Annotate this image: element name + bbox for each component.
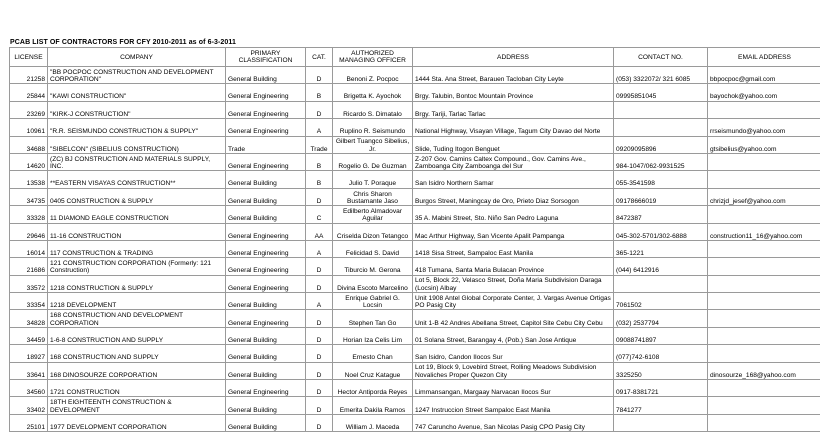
- cell-company: 1218 CONSTRUCTION & SUPPLY: [48, 275, 226, 292]
- cell-contact: 09088741897: [614, 327, 708, 344]
- cell-officer: Chris Sharon Bustamante Jaso: [333, 188, 413, 205]
- cell-license: 33572: [10, 275, 48, 292]
- cell-officer: William J. Maceda: [333, 414, 413, 431]
- cell-license: 14620: [10, 153, 48, 170]
- cell-contact: (044) 6412916: [614, 258, 708, 275]
- cell-address: 35 A. Mabini Street, Sto. Niño San Pedro Laguna: [413, 206, 614, 223]
- cell-officer: Enrique Gabriel G. Locsin: [333, 293, 413, 310]
- table-row: [10, 136, 820, 153]
- cell-classification: General Engineering: [226, 101, 306, 118]
- cell-email: [708, 101, 820, 118]
- cell-email: [708, 275, 820, 292]
- table-row: [10, 327, 820, 344]
- cell-email: [708, 171, 820, 188]
- cell-classification: General Building: [226, 188, 306, 205]
- cell-address: 747 Caruncho Avenue, San Nicolas Pasig CPO Pasig City: [413, 414, 614, 431]
- cell-company: 117 CONSTRUCTION & TRADING: [48, 240, 226, 257]
- cell-cat: A: [306, 240, 333, 257]
- cell-email: rrseismundo@yahoo.com: [708, 119, 820, 136]
- table-row: [10, 275, 820, 292]
- cell-classification: General Building: [226, 345, 306, 362]
- cell-email: [708, 414, 820, 431]
- cell-officer: Felicidad S. David: [333, 240, 413, 257]
- cell-company: (ZC) BJ CONSTRUCTION AND MATERIALS SUPPLY, INC.: [48, 153, 226, 170]
- cell-company: 11-16 CONSTRUCTION: [48, 223, 226, 240]
- cell-contact: (032) 2537794: [614, 310, 708, 327]
- cell-classification: General Building: [226, 397, 306, 414]
- cell-address: 1418 Sisa Street, Sampaloc East Manila: [413, 240, 614, 257]
- cell-address: Limmansangan, Margaay Narvacan Ilocos Sur: [413, 380, 614, 397]
- cell-contact: [614, 275, 708, 292]
- cell-contact: 0917-8381721: [614, 380, 708, 397]
- cell-cat: B: [306, 171, 333, 188]
- cell-cat: B: [306, 84, 333, 101]
- header-company: COMPANY: [48, 48, 226, 67]
- cell-address: Slide, Tuding Itogon Benguet: [413, 136, 614, 153]
- cell-license: 25101: [10, 414, 48, 431]
- cell-company: "R.R. SEISMUNDO CONSTRUCTION & SUPPLY": [48, 119, 226, 136]
- table-row: [10, 206, 820, 223]
- cell-license: 25844: [10, 84, 48, 101]
- cell-email: [708, 345, 820, 362]
- header-classification: PRIMARY CLASSIFICATION: [226, 48, 306, 67]
- cell-license: 16014: [10, 240, 48, 257]
- page-title: PCAB LIST OF CONTRACTORS FOR CFY 2010-2011 as of 6-3-2011: [10, 39, 237, 46]
- cell-email: [708, 397, 820, 414]
- cell-cat: D: [306, 310, 333, 327]
- cell-officer: Julio T. Poraque: [333, 171, 413, 188]
- cell-officer: Rogelio G. De Guzman: [333, 153, 413, 170]
- table-row: [10, 345, 820, 362]
- cell-classification: General Building: [226, 327, 306, 344]
- table-row: [10, 362, 820, 379]
- cell-classification: General Building: [226, 362, 306, 379]
- cell-classification: General Building: [226, 414, 306, 431]
- cell-company: **EASTERN VISAYAS CONSTRUCTION**: [48, 171, 226, 188]
- cell-company: 18TH EIGHTEENTH CONSTRUCTION & DEVELOPMENT: [48, 397, 226, 414]
- cell-license: 33354: [10, 293, 48, 310]
- cell-company: "KIRK-J CONSTRUCTION": [48, 101, 226, 118]
- cell-license: 29646: [10, 223, 48, 240]
- table-row: [10, 293, 820, 310]
- cell-officer: Benoni Z. Pocpoc: [333, 67, 413, 84]
- cell-address: Unit 1-B 42 Andres Abellana Street, Capitol Site Cebu City Cebu: [413, 310, 614, 327]
- cell-company: 0405 CONSTRUCTION & SUPPLY: [48, 188, 226, 205]
- cell-address: Brgy. Tariji, Tarlac Tarlac: [413, 101, 614, 118]
- cell-contact: (077)742-6108: [614, 345, 708, 362]
- table-row: [10, 119, 820, 136]
- cell-classification: General Building: [226, 171, 306, 188]
- cell-company: 1-6-8 CONSTRUCTION AND SUPPLY: [48, 327, 226, 344]
- cell-address: 418 Tumana, Santa Maria Bulacan Province: [413, 258, 614, 275]
- table-row: [10, 240, 820, 257]
- cell-cat: D: [306, 258, 333, 275]
- cell-license: 21258: [10, 67, 48, 84]
- cell-officer: Noel Cruz Katague: [333, 362, 413, 379]
- cell-address: Burgos Street, Maningcay de Oro, Prieto Diaz Sorsogon: [413, 188, 614, 205]
- cell-cat: D: [306, 380, 333, 397]
- cell-company: 1977 DEVELOPMENT CORPORATION: [48, 414, 226, 431]
- cell-officer: Ernesto Chan: [333, 345, 413, 362]
- cell-license: 18927: [10, 345, 48, 362]
- cell-address: National Highway, Visayan Village, Tagum City Davao del Norte: [413, 119, 614, 136]
- cell-email: bbpocpoc@gmail.com: [708, 67, 820, 84]
- cell-officer: Stephen Tan Go: [333, 310, 413, 327]
- cell-cat: C: [306, 206, 333, 223]
- contractors-table: [9, 47, 820, 432]
- cell-classification: Trade: [226, 136, 306, 153]
- header-officer: AUTHORIZED MANAGING OFFICER: [333, 48, 413, 67]
- cell-address: San Isidro Northern Samar: [413, 171, 614, 188]
- cell-classification: General Engineering: [226, 275, 306, 292]
- cell-company: 1218 DEVELOPMENT: [48, 293, 226, 310]
- cell-license: 33641: [10, 362, 48, 379]
- cell-cat: D: [306, 188, 333, 205]
- cell-company: "SIBELCON" (SIBELIUS CONSTRUCTION): [48, 136, 226, 153]
- cell-license: 23269: [10, 101, 48, 118]
- cell-email: [708, 310, 820, 327]
- cell-address: Brgy. Talubin, Bontoc Mountain Province: [413, 84, 614, 101]
- cell-contact: 7061502: [614, 293, 708, 310]
- cell-license: 34735: [10, 188, 48, 205]
- cell-contact: 3325250: [614, 362, 708, 379]
- cell-cat: D: [306, 414, 333, 431]
- cell-cat: A: [306, 293, 333, 310]
- header-email: EMAIL ADDRESS: [708, 48, 820, 67]
- cell-officer: Emerita Dakila Ramos: [333, 397, 413, 414]
- cell-company: "BB POCPOC CONSTRUCTION AND DEVELOPMENT CORPORATION": [48, 67, 226, 84]
- cell-contact: [614, 414, 708, 431]
- cell-company: 168 CONSTRUCTION AND DEVELOPMENT CORPORATION: [48, 310, 226, 327]
- cell-classification: General Engineering: [226, 380, 306, 397]
- cell-classification: General Engineering: [226, 153, 306, 170]
- cell-address: Lot 19, Block 9, Lovebird Street, Rolling Meadows Subdivision Novaliches Proper Quezon City: [413, 362, 614, 379]
- cell-classification: General Building: [226, 67, 306, 84]
- cell-contact: 09995851045: [614, 84, 708, 101]
- cell-contact: [614, 119, 708, 136]
- cell-address: Lot 5, Block 22, Velasco Street, Doña Maria Subdivision Daraga (Locsin) Albay: [413, 275, 614, 292]
- cell-email: gtsibelius@yahoo.com: [708, 136, 820, 153]
- table-row: [10, 188, 820, 205]
- cell-cat: D: [306, 67, 333, 84]
- cell-email: construction11_16@yahoo.com: [708, 223, 820, 240]
- cell-officer: Hector Antiporda Reyes: [333, 380, 413, 397]
- cell-company: "KAWI CONSTRUCTION": [48, 84, 226, 101]
- cell-address: Mac Arthur Highway, San Vicente Apalit Pampanga: [413, 223, 614, 240]
- cell-contact: 365-1221: [614, 240, 708, 257]
- cell-address: 01 Solana Street, Barangay 4, (Pob.) San Jose Antique: [413, 327, 614, 344]
- cell-company: 168 CONSTRUCTION AND SUPPLY: [48, 345, 226, 362]
- cell-email: [708, 258, 820, 275]
- cell-email: dinosourze_168@yahoo.com: [708, 362, 820, 379]
- cell-license: 21686: [10, 258, 48, 275]
- cell-license: 13538: [10, 171, 48, 188]
- header-cat: CAT.: [306, 48, 333, 67]
- cell-classification: General Engineering: [226, 240, 306, 257]
- cell-cat: D: [306, 345, 333, 362]
- cell-cat: Trade: [306, 136, 333, 153]
- table-row: [10, 223, 820, 240]
- table-row: [10, 153, 820, 170]
- cell-contact: 7841277: [614, 397, 708, 414]
- cell-email: [708, 153, 820, 170]
- cell-email: bayochok@yahoo.com: [708, 84, 820, 101]
- cell-contact: 8472387: [614, 206, 708, 223]
- table-row: [10, 397, 820, 414]
- cell-cat: D: [306, 397, 333, 414]
- table-row: [10, 310, 820, 327]
- cell-address: 1444 Sta. Ana Street, Barauen Tacloban City Leyte: [413, 67, 614, 84]
- cell-classification: General Building: [226, 206, 306, 223]
- header-contact: CONTACT NO.: [614, 48, 708, 67]
- cell-license: 34688: [10, 136, 48, 153]
- cell-classification: General Engineering: [226, 84, 306, 101]
- cell-email: [708, 293, 820, 310]
- cell-contact: [614, 101, 708, 118]
- cell-officer: Tiburcio M. Gerona: [333, 258, 413, 275]
- cell-address: Unit 1908 Antel Global Corporate Center, J. Vargas Avenue Ortigas PO Pasig City: [413, 293, 614, 310]
- table-row: [10, 171, 820, 188]
- cell-license: 34828: [10, 310, 48, 327]
- cell-classification: General Building: [226, 293, 306, 310]
- cell-classification: General Engineering: [226, 258, 306, 275]
- table-row: [10, 414, 820, 431]
- cell-company: 1721 CONSTRUCTION: [48, 380, 226, 397]
- cell-contact: (053) 3322072/ 321 6085: [614, 67, 708, 84]
- cell-classification: General Engineering: [226, 223, 306, 240]
- cell-classification: General Engineering: [226, 310, 306, 327]
- header-address: ADDRESS: [413, 48, 614, 67]
- cell-email: [708, 240, 820, 257]
- table-row: [10, 258, 820, 275]
- cell-company: 168 DINOSOURZE CORPORATION: [48, 362, 226, 379]
- cell-email: [708, 327, 820, 344]
- cell-license: 34459: [10, 327, 48, 344]
- cell-officer: Divina Escoto Marcelino: [333, 275, 413, 292]
- cell-officer: Brigetta K. Ayochok: [333, 84, 413, 101]
- table-row: [10, 101, 820, 118]
- cell-contact: 09178666019: [614, 188, 708, 205]
- cell-address: San Isidro, Candon Ilocos Sur: [413, 345, 614, 362]
- table-row: [10, 380, 820, 397]
- cell-cat: B: [306, 153, 333, 170]
- cell-officer: Edilberto Almadovar Aguilar: [333, 206, 413, 223]
- header-row: [10, 48, 820, 67]
- cell-officer: Ricardo S. Dimatalo: [333, 101, 413, 118]
- cell-license: 33402: [10, 397, 48, 414]
- cell-email: [708, 380, 820, 397]
- cell-cat: D: [306, 101, 333, 118]
- cell-contact: 09209095896: [614, 136, 708, 153]
- cell-officer: Criselda Dizon Tetangco: [333, 223, 413, 240]
- cell-contact: 055-3541598: [614, 171, 708, 188]
- cell-email: chrizjd_jesef@yahoo.com: [708, 188, 820, 205]
- cell-officer: Ruplino R. Seismundo: [333, 119, 413, 136]
- cell-company: 121 CONSTRUCTION CORPORATION (Formerly: 121 Construction): [48, 258, 226, 275]
- cell-classification: General Engineering: [226, 119, 306, 136]
- cell-address: Z-207 Gov. Camins Caltex Compound., Gov. Camins Ave., Zamboanga City Zamboanga del Sur: [413, 153, 614, 170]
- table-row: [10, 67, 820, 84]
- cell-address: 1247 Instruccion Street Sampaloc East Manila: [413, 397, 614, 414]
- cell-cat: D: [306, 275, 333, 292]
- cell-cat: D: [306, 327, 333, 344]
- cell-cat: A: [306, 119, 333, 136]
- cell-email: [708, 206, 820, 223]
- cell-cat: D: [306, 362, 333, 379]
- cell-cat: AA: [306, 223, 333, 240]
- cell-license: 10961: [10, 119, 48, 136]
- cell-company: 11 DIAMOND EAGLE CONSTRUCTION: [48, 206, 226, 223]
- cell-contact: 984-1047/062-9931525: [614, 153, 708, 170]
- cell-contact: 045-302-5701/302-6888: [614, 223, 708, 240]
- cell-license: 33328: [10, 206, 48, 223]
- table-body: [10, 67, 820, 432]
- cell-officer: Horian Iza Celis Lim: [333, 327, 413, 344]
- cell-officer: Gilbert Tuangco Sibelius, Jr.: [333, 136, 413, 153]
- header-license: LICENSE: [10, 48, 48, 67]
- table-row: [10, 84, 820, 101]
- cell-license: 34560: [10, 380, 48, 397]
